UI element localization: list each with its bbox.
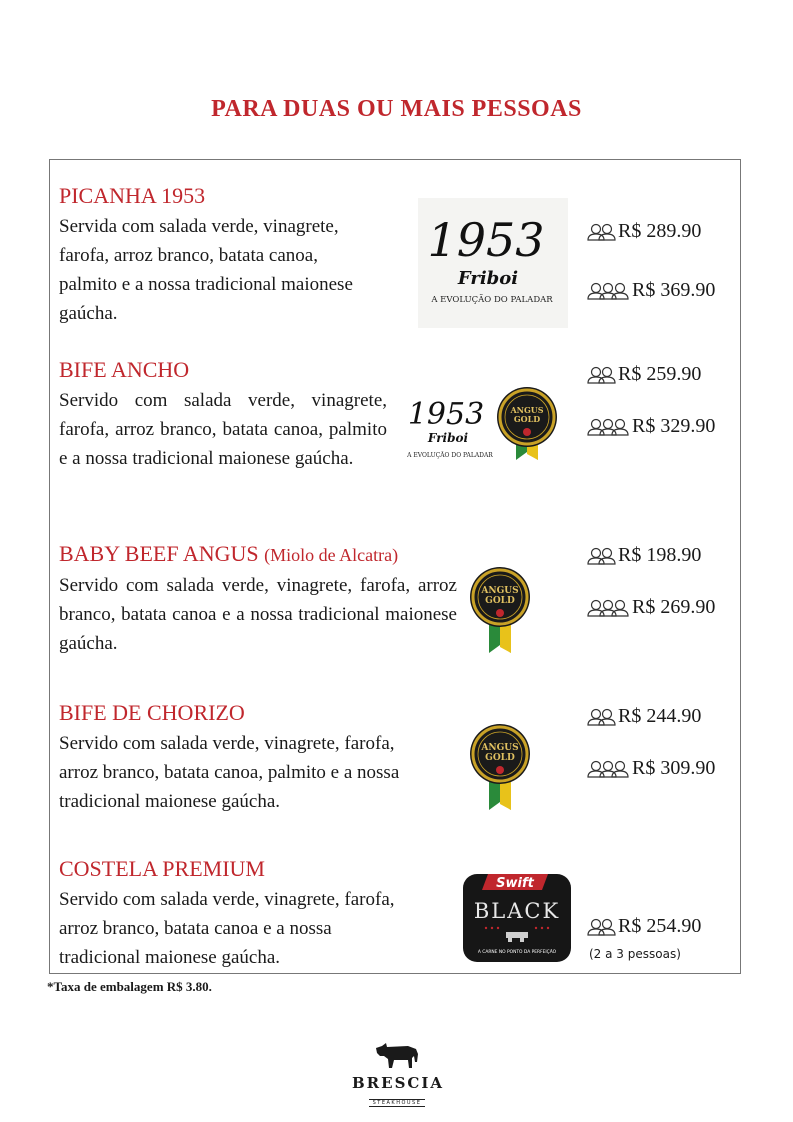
price-label: R$ 259.90	[618, 363, 702, 385]
item-name: BIFE ANCHO	[59, 357, 190, 382]
desc-line: Servida com salada verde, vinagrete,	[59, 216, 339, 237]
seal-angus-text: ANGUS	[481, 743, 519, 753]
friboi-1953-logo	[418, 198, 568, 333]
item-name: COSTELA PREMIUM	[59, 856, 265, 881]
logo-friboi-tagline: A EVOLUÇÃO DO PALADAR	[431, 295, 553, 305]
price-label: R$ 269.90	[632, 596, 716, 618]
price-2-persons	[587, 705, 701, 728]
price-2-persons	[587, 220, 701, 243]
price-3-persons	[587, 279, 715, 302]
desc-line: gaúcha.	[59, 303, 118, 324]
logo-friboi-tagline: A EVOLUÇÃO DO PALADAR	[407, 452, 493, 459]
angus-gold-seal	[469, 563, 531, 660]
people-2-icon	[587, 708, 617, 726]
item-name: PICANHA 1953	[59, 183, 206, 208]
price-3-persons	[587, 596, 715, 619]
page-title: PARA DUAS OU MAIS PESSOAS	[211, 96, 582, 122]
menu-item-baby-beef-angus	[59, 541, 457, 658]
desc-line: arroz branco, batata canoa, palmito e a nossa	[59, 762, 400, 783]
price-label: R$ 198.90	[618, 544, 702, 566]
seal-gold-text: GOLD	[485, 753, 515, 763]
item-description	[59, 885, 459, 972]
logo-1953-text: 1953	[407, 397, 485, 432]
people-3-icon	[587, 760, 631, 778]
desc-line: Servido com salada verde, vinagrete, farofa,	[59, 889, 395, 910]
desc-line: farofa, arroz branco, batata canoa,	[59, 245, 318, 266]
menu-item-picanha	[59, 183, 399, 328]
item-description	[59, 729, 459, 816]
people-2-icon	[587, 918, 617, 936]
seal-gold-text: GOLD	[513, 414, 541, 424]
desc-line: arroz branco, batata canoa e a nossa	[59, 918, 332, 939]
desc-line: palmito e a nossa tradicional maionese	[59, 274, 353, 295]
item-name: BIFE DE CHORIZO	[59, 700, 245, 725]
swift-black-logo	[462, 872, 572, 969]
item-description: Servido com salada verde, vinagrete, farofa, arroz branco, batata canoa e a nossa tradicional maionese gaúcha.	[59, 575, 457, 654]
people-2-icon	[587, 223, 617, 241]
price-2-persons	[587, 915, 701, 938]
packaging-fee-footnote: *Taxa de embalagem R$ 3.80.	[47, 979, 212, 994]
menu-box	[49, 159, 741, 974]
angus-gold-seal	[496, 386, 558, 467]
price-2-persons	[587, 544, 701, 567]
price-3-persons	[587, 415, 715, 438]
brescia-logo	[352, 1040, 445, 1109]
seal-angus-text: ANGUS	[481, 586, 519, 596]
price-2-persons	[587, 363, 701, 386]
price-label: R$ 244.90	[618, 705, 702, 727]
people-3-icon	[587, 282, 631, 300]
seal-gold-text: GOLD	[485, 596, 515, 606]
price-3-persons	[587, 757, 715, 780]
brand-subtitle: STEAKHOUSE	[369, 1099, 426, 1107]
item-description	[59, 212, 399, 328]
desc-line: tradicional maionese gaúcha.	[59, 791, 281, 812]
item-description: Servido com salada verde, vinagrete, farofa, arroz branco, batata canoa, palmito e a nossa tradicional maionese gaúcha.	[59, 390, 387, 469]
price-label: R$ 254.90	[618, 915, 702, 937]
friboi-1953-logo	[402, 392, 502, 469]
item-note: (Miolo de Alcatra)	[264, 545, 399, 565]
seal-angus-text: ANGUS	[510, 405, 544, 415]
logo-1953-text: 1953	[427, 213, 545, 267]
logo-friboi-text: Friboi	[457, 268, 519, 289]
brand-name: BRESCIA	[352, 1074, 445, 1092]
logo-friboi-text: Friboi	[427, 431, 469, 445]
menu-item-costela-premium	[59, 856, 459, 972]
price-label: R$ 289.90	[618, 220, 702, 242]
price-note: (2 a 3 pessoas)	[589, 947, 681, 961]
menu-item-bife-ancho	[59, 357, 387, 473]
angus-gold-seal	[469, 720, 531, 817]
price-label: R$ 369.90	[632, 279, 716, 301]
bull-icon	[372, 1040, 422, 1070]
item-name-text: BABY BEEF ANGUS	[59, 541, 259, 566]
desc-line: Servido com salada verde, vinagrete, farofa,	[59, 733, 395, 754]
swift-tagline: A CARNE NO PONTO DA PERFEIÇÃO	[477, 950, 557, 955]
people-3-icon	[587, 599, 631, 617]
people-2-icon	[587, 366, 617, 384]
price-label: R$ 329.90	[632, 415, 716, 437]
black-text: BLACK	[473, 899, 561, 923]
swift-text: Swift	[496, 876, 534, 891]
item-name	[59, 541, 457, 568]
people-3-icon	[587, 418, 631, 436]
menu-item-bife-de-chorizo	[59, 700, 459, 816]
people-2-icon	[587, 547, 617, 565]
price-label: R$ 309.90	[632, 757, 716, 779]
desc-line: tradicional maionese gaúcha.	[59, 947, 281, 968]
